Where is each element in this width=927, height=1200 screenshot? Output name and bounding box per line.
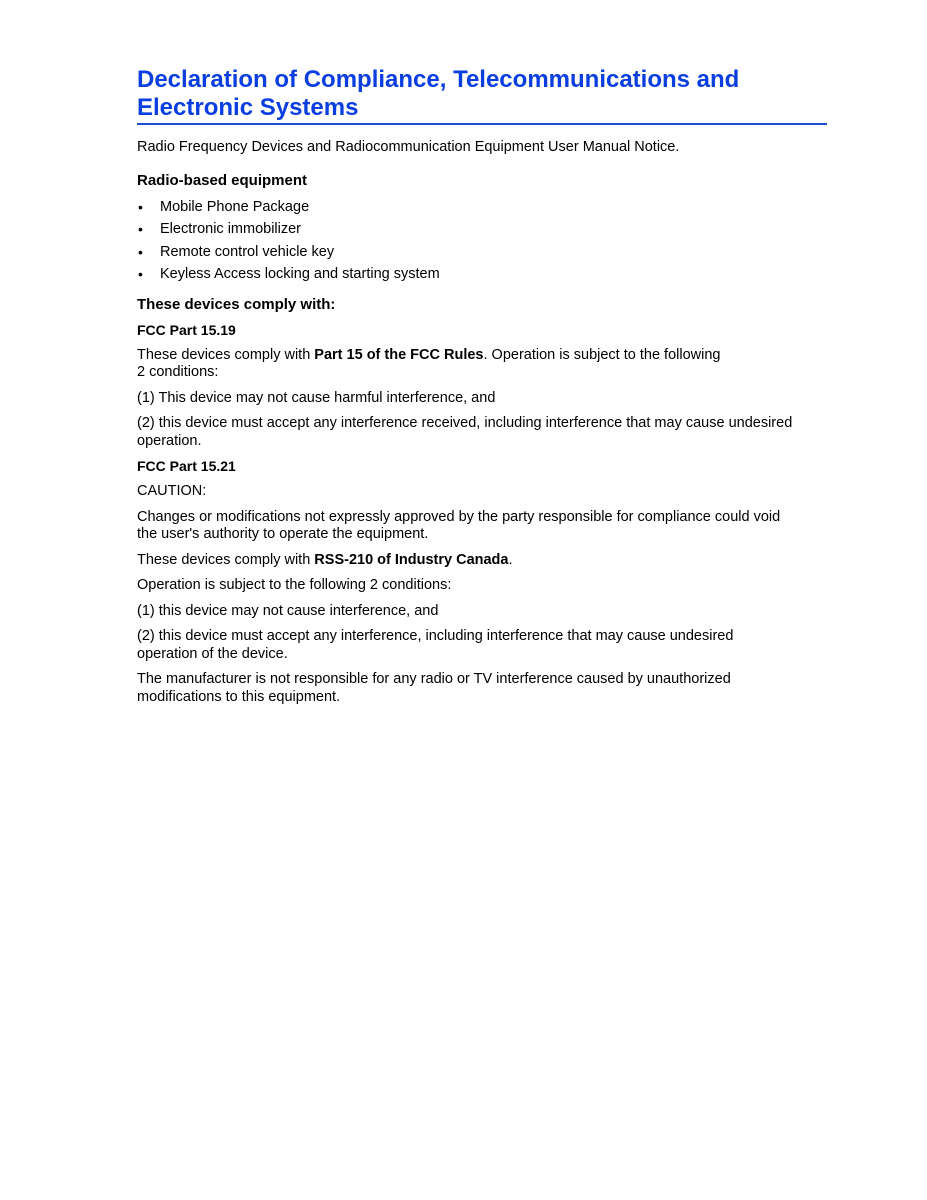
canada-operation: Operation is subject to the following 2 conditions:	[137, 577, 452, 593]
page-title	[137, 66, 827, 125]
bullet-icon: •	[138, 266, 143, 282]
intro-text: Radio Frequency Devices and Radiocommunication Equipment User Manual Notice.	[137, 139, 680, 155]
radio-equipment-list	[137, 199, 827, 284]
fcc-15-19-condition-1: (1) This device may not cause harmful interference, and	[137, 389, 496, 406]
manufacturer-disclaimer: The manufacturer is not responsible for any radio or TV interference caused by unauthorized modifications to this equipment.	[137, 671, 731, 705]
radio-equipment-heading: Radio-based equipment	[137, 171, 308, 189]
fcc-15-19-condition-2: (2) this device must accept any interference received, including interference that may cause undesired operation.	[137, 415, 793, 449]
canada-condition-1: (1) this device may not cause interference, and	[137, 602, 439, 619]
comply-heading: These devices comply with:	[137, 295, 336, 313]
list-item: • Electronic immobilizer	[138, 221, 302, 237]
fcc-15-19-statement: These devices comply with Part 15 of the FCC Rules. Operation is subject to the following 2 conditions:	[137, 346, 721, 380]
fcc-15-19-heading: FCC Part 15.19	[137, 321, 236, 338]
bullet-icon: •	[138, 198, 143, 215]
list-item: • Mobile Phone Package	[138, 198, 310, 215]
canada-condition-2: (2) this device must accept any interference, including interference that may cause undesired operation of the device.	[137, 628, 734, 662]
fcc-15-21-heading: FCC Part 15.21	[137, 458, 236, 474]
canada-statement: These devices comply with RSS-210 of Industry Canada.	[137, 551, 513, 568]
page-title-line-1: Declaration of Compliance, Telecommunications and	[137, 66, 740, 93]
caution-label: CAUTION:	[137, 483, 207, 499]
page-title-line-2: Electronic Systems	[137, 94, 359, 121]
document-page	[137, 66, 827, 706]
list-item: • Remote control vehicle key	[138, 243, 335, 260]
bullet-icon: •	[138, 243, 143, 260]
bullet-icon: •	[138, 221, 143, 237]
list-item: • Keyless Access locking and starting system	[138, 266, 440, 282]
changes-warning: Changes or modifications not expressly approved by the party responsible for compliance could void the user's authority to operate the equipment.	[137, 508, 781, 542]
